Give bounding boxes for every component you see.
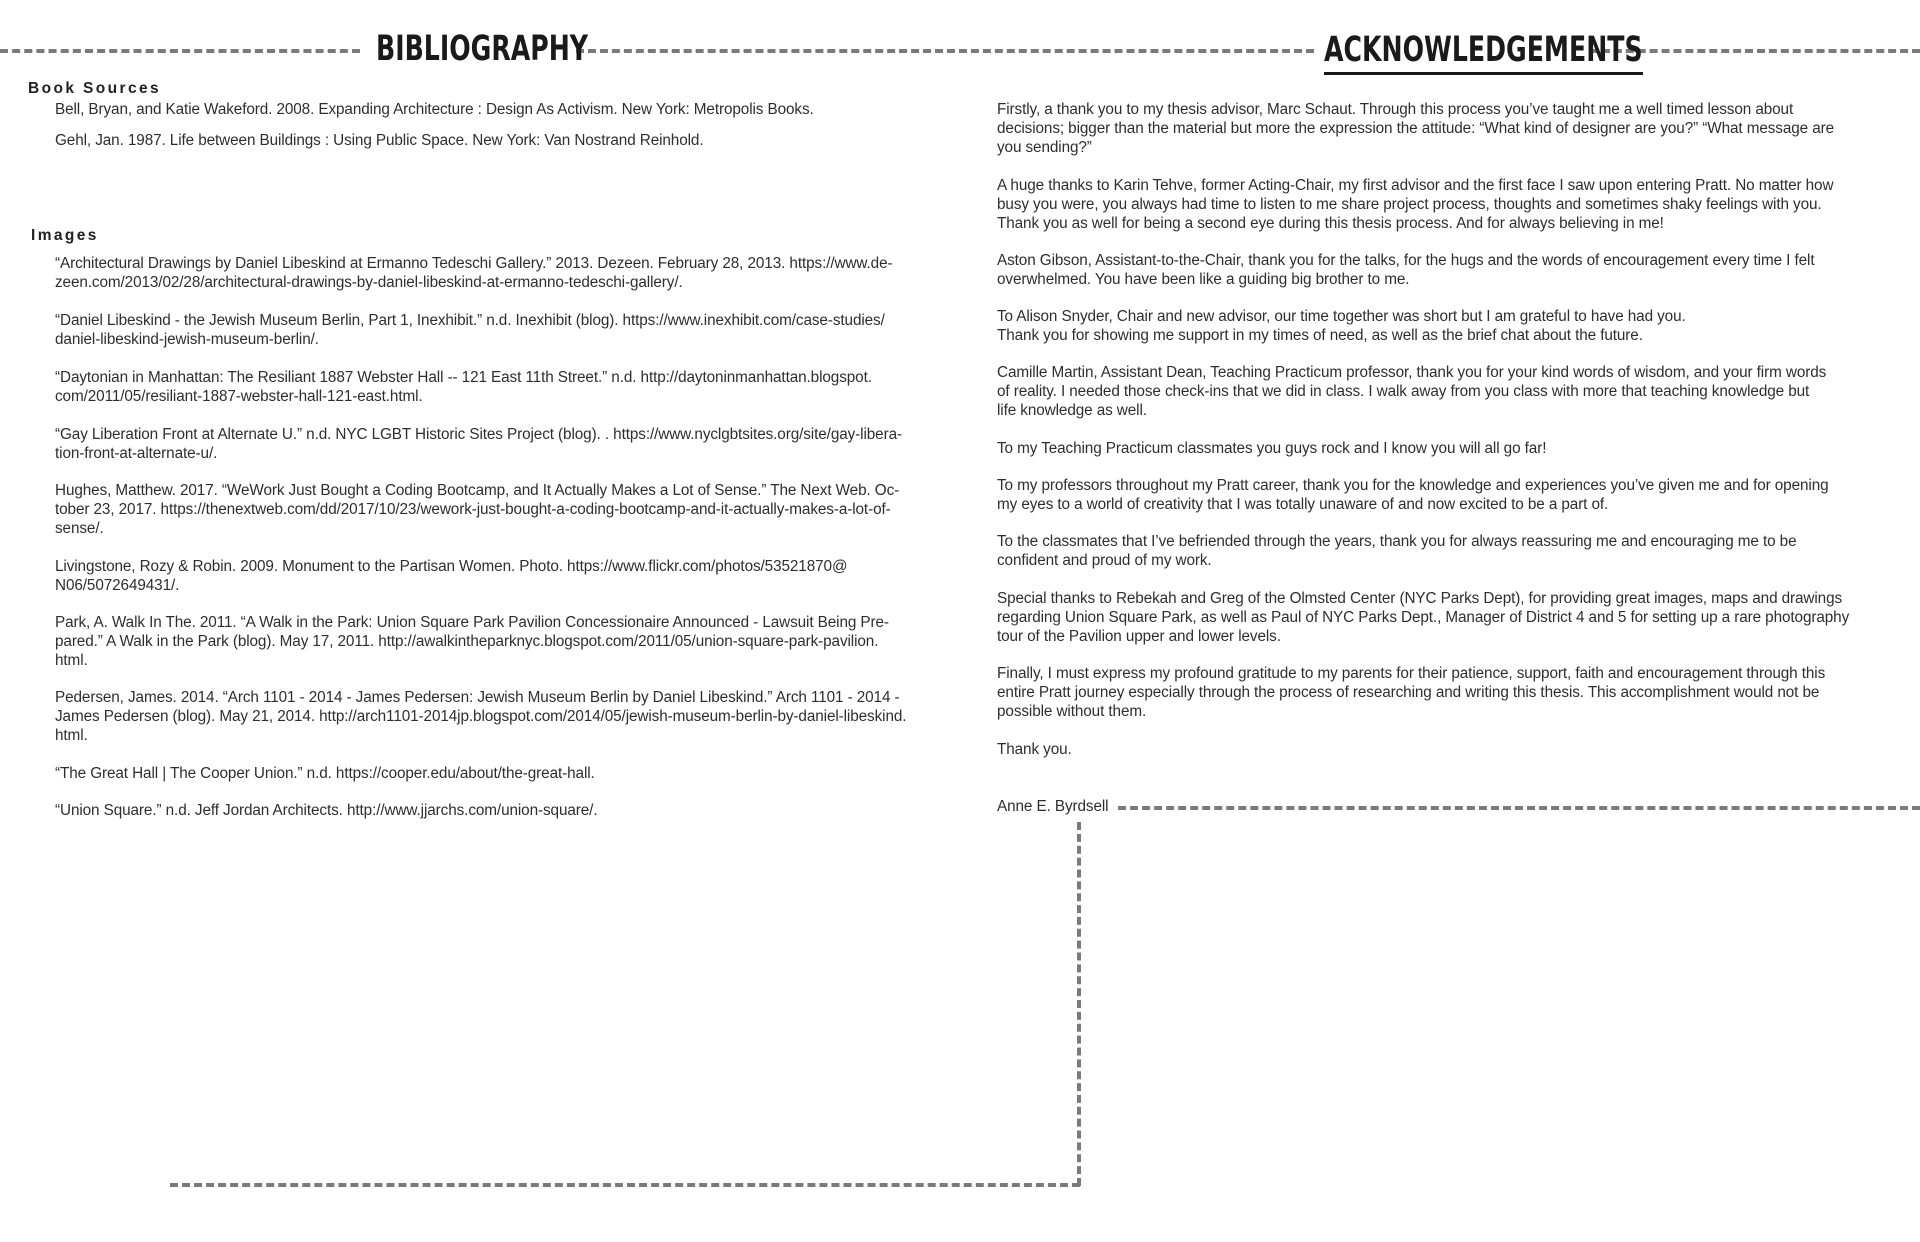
image-source-entry-line: “The Great Hall | The Cooper Union.” n.d. https://cooper.edu/about/the-great-hall.	[55, 765, 595, 782]
acknowledgement-line: Firstly, a thank you to my thesis advisor, Marc Schaut. Through this process you’ve taught me a well timed lesson about	[997, 101, 1794, 118]
acknowledgement-line: decisions; bigger than the material but more the expression the attitude: “What kind of designer are you?” “What message are	[997, 119, 1835, 137]
image-source-entry	[55, 614, 889, 670]
acknowledgement-line: entire Pratt journey especially through the process of researching and writing this thesis. This accomplishment would not be	[997, 683, 1820, 701]
acknowledgement-line: you sending?”	[997, 138, 1092, 156]
acknowledgement-paragraph	[997, 440, 1877, 459]
image-source-entry-line: daniel-libeskind-jewish-museum-berlin/.	[55, 330, 319, 348]
acknowledgement-line: To my Teaching Practicum classmates you guys rock and I know you will all go far!	[997, 440, 1547, 457]
image-source-entry	[55, 765, 595, 784]
image-source-entry	[55, 312, 885, 350]
images-heading: Images	[31, 227, 99, 244]
image-source-entry	[55, 558, 847, 596]
acknowledgement-paragraph	[997, 101, 1877, 157]
image-source-entry-line: Park, A. Walk In The. 2011. “A Walk in the Park: Union Square Park Pavilion Concessionaire Announced - Lawsuit Being Pre-	[55, 614, 889, 631]
image-source-entry	[55, 482, 899, 538]
acknowledgement-line: life knowledge as well.	[997, 401, 1147, 419]
image-source-entry-line: sense/.	[55, 519, 104, 537]
image-source-entry-line: “Daytonian in Manhattan: The Resiliant 1887 Webster Hall -- 121 East 11th Street.” n.d. http://daytoninmanhattan.blogspot.	[55, 369, 872, 386]
acknowledgement-paragraph	[997, 590, 1877, 646]
image-source-entry-line: tober 23, 2017. https://thenextweb.com/dd/2017/10/23/wework-just-bought-a-coding-bootcamp-and-it-actually-makes-a-lot-of-	[55, 500, 891, 518]
acknowledgement-line: Camille Martin, Assistant Dean, Teaching Practicum professor, thank you for your kind words of wisdom, and your firm words	[997, 364, 1827, 381]
acknowledgement-line: To my professors throughout my Pratt career, thank you for the knowledge and experiences you’ve given me and for opening	[997, 477, 1829, 494]
acknowledgement-line: regarding Union Square Park, as well as Paul of NYC Parks Dept., Manager of District 4 and 5 for setting up a rare photography	[997, 608, 1850, 626]
image-source-entry	[55, 802, 597, 821]
image-source-entry-line: “Union Square.” n.d. Jeff Jordan Architects. http://www.jjarchs.com/union-square/.	[55, 802, 598, 819]
acknowledgement-line: Thank you as well for being a second eye during this thesis process. And for always believing in me!	[997, 214, 1664, 232]
book-source-entry-line: Bell, Bryan, and Katie Wakeford. 2008. Expanding Architecture : Design As Activism. New York: Metropolis Books.	[55, 101, 814, 118]
acknowledgement-paragraph	[997, 741, 1877, 760]
bibliography-title: BIBLIOGRAPHY	[376, 29, 589, 69]
image-source-entry-line: Livingstone, Rozy & Robin. 2009. Monument to the Partisan Women. Photo. https://www.flickr.com/photos/53521870@	[55, 558, 848, 575]
acknowledgement-line: Finally, I must express my profound gratitude to my parents for their patience, support, faith and encouragement through this	[997, 665, 1826, 682]
acknowledgement-line: A huge thanks to Karin Tehve, former Acting-Chair, my first advisor and the first face I saw upon entering Pratt. No matter how	[997, 177, 1834, 194]
image-source-entry-line: zeen.com/2013/02/28/architectural-drawings-by-daniel-libeskind-at-ermanno-tedeschi-gallery/.	[55, 273, 683, 291]
acknowledgement-paragraph	[997, 177, 1877, 233]
acknowledgement-line: To Alison Snyder, Chair and new advisor, our time together was short but I am grateful to have had you.	[997, 308, 1686, 325]
acknowledgement-line: tour of the Pavilion upper and lower levels.	[997, 627, 1281, 645]
acknowledgement-paragraph	[997, 364, 1877, 420]
image-source-entry-line: html.	[55, 651, 88, 669]
acknowledgement-paragraph	[997, 665, 1877, 721]
book-source-entry-line: Gehl, Jan. 1987. Life between Buildings : Using Public Space. New York: Van Nostrand Reinhold.	[55, 132, 704, 149]
acknowledgement-line: possible without them.	[997, 702, 1147, 720]
acknowledgement-paragraph	[997, 252, 1877, 290]
acknowledgement-line: of reality. I needed those check-ins that we did in class. I walk away from you class with more that teaching knowledge but	[997, 382, 1810, 400]
signature: Anne E. Byrdsell	[997, 798, 1109, 815]
top-rule-middle	[576, 49, 1314, 53]
acknowledgement-line: my eyes to a world of creativity that I was totally unaware of and now excited to be a part of.	[997, 495, 1609, 513]
image-source-entry	[55, 689, 906, 745]
image-source-entry	[55, 426, 902, 464]
acknowledgement-line: overwhelmed. You have been like a guiding big brother to me.	[997, 270, 1410, 288]
image-source-entry-line: html.	[55, 726, 88, 744]
acknowledgement-line: Thank you for showing me support in my times of need, as well as the brief chat about the future.	[997, 326, 1643, 344]
image-source-entry-line: “Daniel Libeskind - the Jewish Museum Berlin, Part 1, Inexhibit.” n.d. Inexhibit (blog). https://www.inexhibit.com/case-studies/	[55, 312, 885, 329]
image-source-entry-line: N06/5072649431/.	[55, 576, 180, 594]
image-source-entry-line: pared.” A Walk in the Park (blog). May 17, 2011. http://awalkintheparknyc.blogspot.com/2011/05/union-square-park-pavilion.	[55, 632, 879, 650]
book-source-entry	[55, 132, 703, 151]
book-source-entry	[55, 101, 814, 120]
bottom-rule	[170, 1183, 1080, 1187]
top-rule-left	[0, 49, 360, 53]
book-sources-heading: Book Sources	[28, 80, 162, 97]
image-source-entry-line: Hughes, Matthew. 2017. “WeWork Just Bought a Coding Bootcamp, and It Actually Makes a Lot of Sense.” The Next Web. Oc-	[55, 482, 900, 499]
image-source-entry-line: tion-front-at-alternate-u/.	[55, 444, 218, 462]
acknowledgement-line: busy you were, you always had time to listen to me share project process, thoughts and sometimes shaky feelings with you.	[997, 195, 1822, 213]
image-source-entry	[55, 369, 872, 407]
acknowledgement-paragraph	[997, 533, 1877, 571]
acknowledgement-line: Special thanks to Rebekah and Greg of the Olmsted Center (NYC Parks Dept), for providing great images, maps and drawings	[997, 590, 1843, 607]
acknowledgement-line: To the classmates that I’ve befriended through the years, thank you for always reassuring me and encouraging me to be	[997, 533, 1797, 550]
divider-rule-vertical	[1077, 822, 1081, 1186]
acknowledgement-line: Aston Gibson, Assistant-to-the-Chair, thank you for the talks, for the hugs and the words of encouragement every time I felt	[997, 252, 1815, 269]
acknowledgement-line: Thank you.	[997, 741, 1072, 758]
image-source-entry-line: “Architectural Drawings by Daniel Libeskind at Ermanno Tedeschi Gallery.” 2013. Dezeen. February 28, 2013. https://www.de-	[55, 255, 893, 272]
image-source-entry	[55, 255, 892, 293]
image-source-entry-line: “Gay Liberation Front at Alternate U.” n.d. NYC LGBT Historic Sites Project (blog). . https://www.nyclgbtsites.org/site/gay-libera-	[55, 426, 902, 443]
acknowledgement-paragraph	[997, 308, 1877, 346]
image-source-entry-line: James Pedersen (blog). May 21, 2014. http://arch1101-2014jp.blogspot.com/2014/05/jewish-museum-berlin-by-daniel-libeskind.	[55, 707, 907, 725]
acknowledgements-title: ACKNOWLEDGEMENTS	[1324, 30, 1643, 75]
image-source-entry-line: Pedersen, James. 2014. “Arch 1101 - 2014 - James Pedersen: Jewish Museum Berlin by Daniel Libeskind.” Arch 1101 - 2014 -	[55, 689, 900, 706]
acknowledgement-paragraph	[997, 477, 1877, 515]
image-source-entry-line: com/2011/05/resiliant-1887-webster-hall-121-east.html.	[55, 387, 423, 405]
acknowledgement-line: confident and proud of my work.	[997, 551, 1212, 569]
